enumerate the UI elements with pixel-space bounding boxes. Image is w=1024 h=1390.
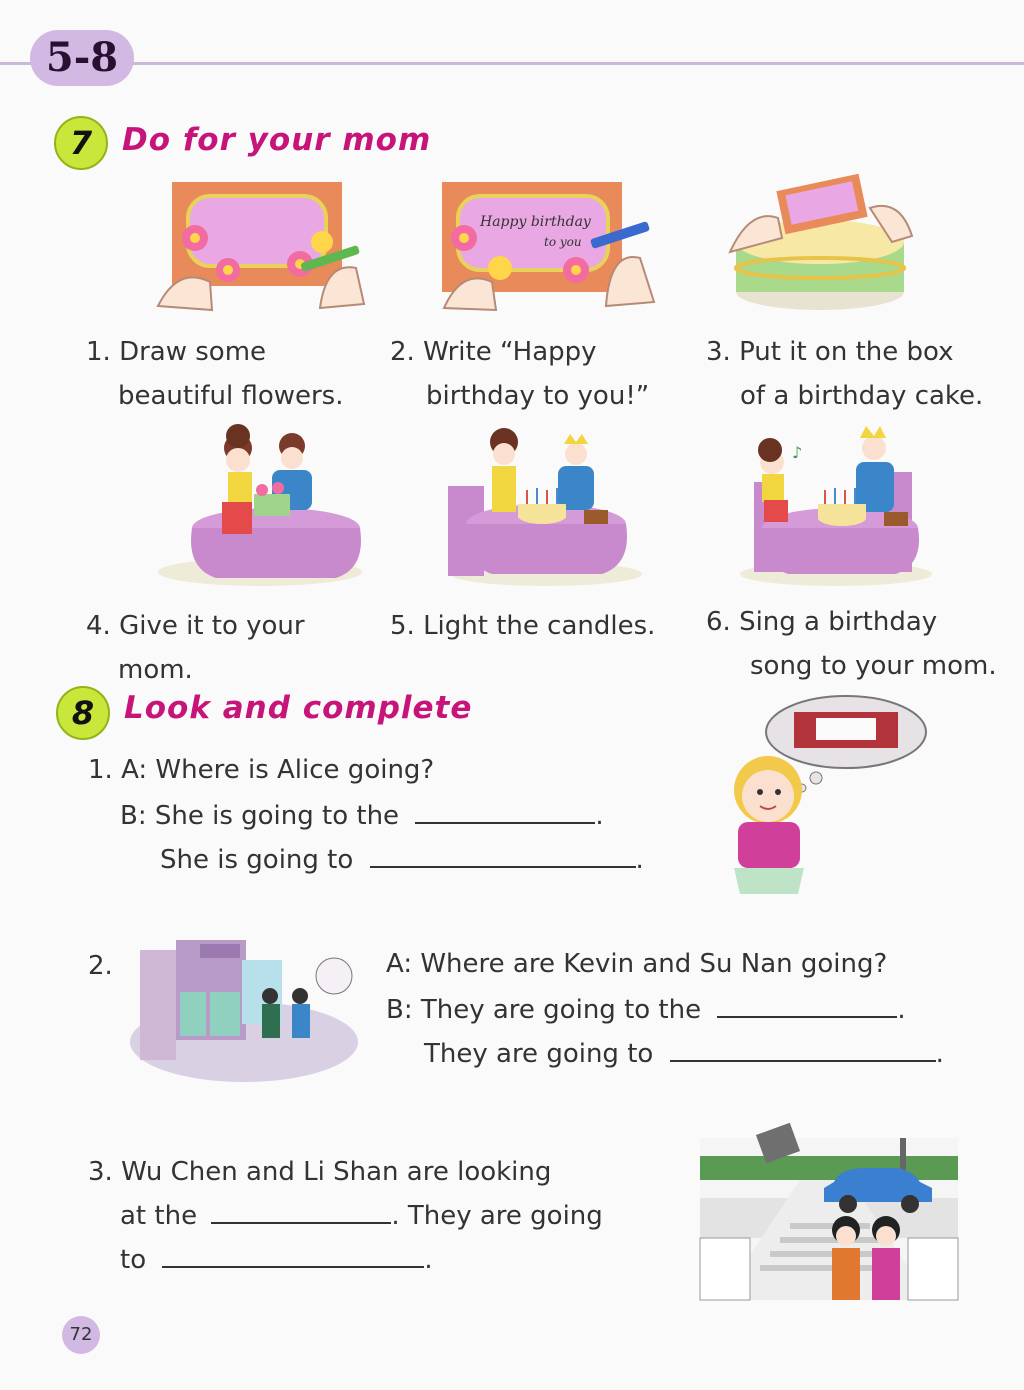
q2-line3-text: They are going to bbox=[424, 1039, 654, 1069]
illustration-drawing-flowers bbox=[150, 178, 370, 318]
step-4-line1: 4. Give it to your bbox=[86, 611, 305, 641]
illustration-kevin-sunan-street bbox=[124, 936, 354, 1086]
step-4-line2: mom. bbox=[118, 655, 193, 685]
q3-line1: 3. Wu Chen and Li Shan are looking bbox=[88, 1157, 552, 1187]
q2-line2-text: B: They are going to the bbox=[386, 995, 702, 1025]
q3-line3-end: . bbox=[424, 1245, 433, 1275]
q1-line3 bbox=[160, 836, 644, 882]
q1-line2 bbox=[120, 792, 604, 838]
step-5-line1: 5. Light the candles. bbox=[390, 611, 656, 641]
illustration-give-to-mom bbox=[156, 428, 366, 588]
section-8-number: 8 bbox=[56, 686, 110, 740]
svg-text:♪: ♪ bbox=[792, 443, 803, 462]
q3-blank-2[interactable] bbox=[162, 1236, 424, 1268]
unit-badge: 5-8 bbox=[30, 30, 134, 86]
illustration-card-on-cake bbox=[720, 168, 920, 318]
step-6-line1: 6. Sing a birthday bbox=[706, 607, 938, 637]
illustration-crossing-street bbox=[700, 1118, 958, 1300]
q2-blank-1[interactable] bbox=[717, 986, 897, 1018]
illustration-light-candles bbox=[446, 428, 646, 588]
illustration-alice-cinema bbox=[720, 692, 930, 898]
unit-header-line bbox=[0, 62, 1024, 65]
q2-line3 bbox=[424, 1030, 944, 1076]
q2-blank-2[interactable] bbox=[670, 1030, 936, 1062]
step-2-line2: birthday to you!” bbox=[426, 381, 650, 411]
section-7-title: Do for your mom bbox=[122, 122, 432, 158]
q1-blank-1[interactable] bbox=[415, 792, 595, 824]
step-1-line2: beautiful flowers. bbox=[118, 381, 344, 411]
q1-line1: 1. A: Where is Alice going? bbox=[88, 755, 435, 785]
q3-line2-end: . They are going bbox=[391, 1201, 603, 1231]
illustration-sing-birthday-song bbox=[736, 424, 936, 588]
step-1-line1: 1. Draw some bbox=[86, 337, 267, 367]
section-7-number: 7 bbox=[54, 116, 108, 170]
q1-line3-end: . bbox=[635, 845, 644, 875]
q2-number: 2. bbox=[88, 951, 113, 981]
q3-line2-text: at the bbox=[120, 1201, 198, 1231]
q1-line3-text: She is going to bbox=[160, 845, 354, 875]
page-number: 72 bbox=[62, 1316, 100, 1354]
q3-blank-1[interactable] bbox=[211, 1192, 391, 1224]
q1-line2-end: . bbox=[595, 801, 604, 831]
step-3-line2: of a birthday cake. bbox=[740, 381, 984, 411]
q2-line1: A: Where are Kevin and Su Nan going? bbox=[386, 949, 888, 979]
card-text-line2: to you bbox=[544, 235, 582, 249]
q3-line2 bbox=[120, 1192, 603, 1238]
q2-line2-end: . bbox=[897, 995, 906, 1025]
q1-line2-text: B: She is going to the bbox=[120, 801, 400, 831]
step-3-line1: 3. Put it on the box bbox=[706, 337, 954, 367]
section-8-title: Look and complete bbox=[124, 690, 473, 726]
step-2-line1: 2. Write “Happy bbox=[390, 337, 597, 367]
q2-line2 bbox=[386, 986, 906, 1032]
step-6-line2: song to your mom. bbox=[750, 651, 997, 681]
q1-blank-2[interactable] bbox=[370, 836, 636, 868]
q2-line3-end: . bbox=[935, 1039, 944, 1069]
q3-line3 bbox=[120, 1236, 433, 1282]
card-text-line1: Happy birthday bbox=[480, 214, 591, 230]
illustration-writing-card bbox=[440, 178, 660, 318]
q3-line3-text: to bbox=[120, 1245, 147, 1275]
